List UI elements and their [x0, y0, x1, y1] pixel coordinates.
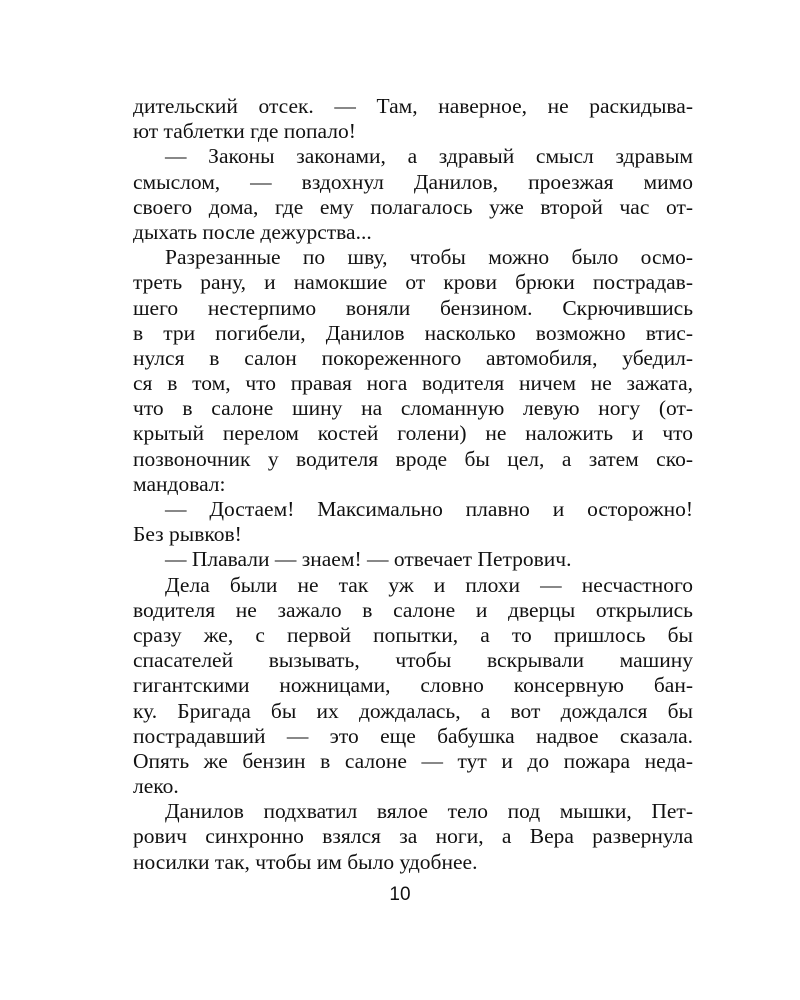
text-line: леко.	[133, 774, 179, 799]
text-line: — Достаем! Максимально плавно и осторожно!	[165, 497, 693, 521]
text-line: пострадавший — это еще бабушка надвое сказала.	[133, 723, 693, 748]
text-line: рович синхронно взялся за ноги, а Вера развернула	[133, 824, 693, 849]
body-text	[133, 94, 693, 875]
text-line: треть рану, и намокшие от крови брюки пострадав-	[133, 270, 693, 295]
text-line: своего дома, где ему полагалось уже второй час от-	[133, 194, 693, 219]
text-line: — Законы законами, а здравый смысл здравым	[165, 144, 693, 169]
text-line: ся в том, что правая нога водителя ничем не зажата,	[133, 371, 693, 396]
text-line: позвоночник у водителя вроде бы цел, а затем ско-	[133, 446, 693, 471]
text-line: Опять же бензин в салоне — тут и до пожара неда-	[133, 748, 693, 773]
text-line: нулся в салон покореженного автомобиля, убедил-	[133, 345, 693, 370]
text-line: сразу же, с первой попытки, а то пришлось бы	[133, 622, 693, 647]
page-number: 10	[389, 884, 411, 905]
text-line: крытый перелом костей голени) не наложить и что	[133, 421, 693, 446]
text-line: спасателей вызывать, чтобы вскрывали машину	[133, 648, 693, 673]
text-line: Разрезанные по шву, чтобы можно было осмо-	[165, 245, 693, 270]
text-line: носилки так, чтобы им было удобнее.	[133, 849, 478, 874]
text-line: в три погибели, Данилов насколько возможно втис-	[133, 320, 693, 345]
text-line: ку. Бригада бы их дождалась, а вот дождался бы	[133, 698, 693, 723]
text-line: гигантскими ножницами, словно консервную бан-	[133, 673, 693, 698]
text-line: водителя не зажало в салоне и дверцы открылись	[133, 597, 693, 622]
text-line: дительский отсек. — Там, наверное, не раскидыва-	[133, 94, 693, 118]
text-line: Дела были не так уж и плохи — несчастного	[165, 572, 693, 597]
text-line: что в салоне шину на сломанную левую ногу (от-	[133, 396, 693, 421]
text-line: шего нестерпимо воняли бензином. Скрючившись	[133, 295, 693, 320]
text-line: ют таблетки где попало!	[133, 119, 356, 144]
text-line: мандовал:	[133, 471, 226, 496]
text-line: дыхать после дежурства...	[133, 219, 372, 244]
text-line: Данилов подхватил вялое тело под мышки, Пет-	[165, 799, 693, 824]
text-line: смыслом, — вздохнул Данилов, проезжая мимо	[133, 169, 693, 194]
text-line: — Плавали — знаем! — отвечает Петрович.	[165, 547, 572, 572]
text-line: Без рывков!	[133, 522, 242, 547]
